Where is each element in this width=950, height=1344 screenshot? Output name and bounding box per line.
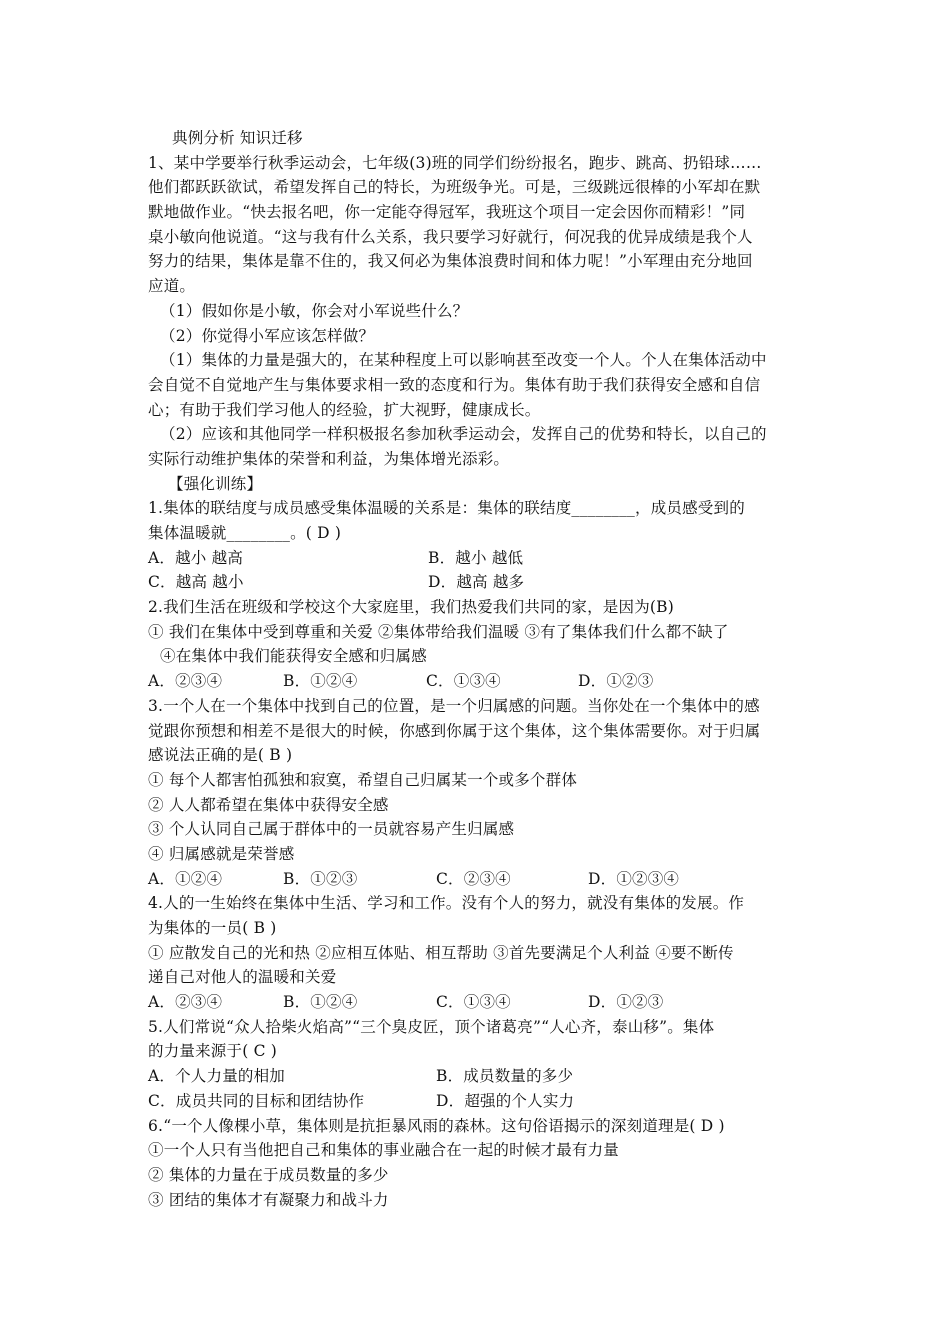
- options-row: [148, 570, 813, 595]
- options-row: [148, 546, 813, 571]
- document-page: [148, 126, 813, 1212]
- example-answer-1: [148, 348, 813, 422]
- question-1: [148, 496, 813, 595]
- example-paragraph: [148, 151, 813, 299]
- question-line: 感说法正确的是( B ): [148, 746, 293, 765]
- example-question-1: （1）假如你是小敏，你会对小军说些什么？: [160, 301, 469, 320]
- question-3: [148, 694, 813, 892]
- option-b: B．成员数量的多少: [436, 1067, 574, 1086]
- question-line: 2.我们生活在班级和学校这个大家庭里，我们热爱我们共同的家，是因为(B): [148, 598, 674, 617]
- question-line: 的力量来源于( C ): [148, 1042, 278, 1061]
- option-c: C．成员共同的目标和团结协作: [148, 1091, 365, 1110]
- question-line: 5.人们常说“众人拾柴火焰高”“三个臭皮匠，顶个诸葛亮”“人心齐，泰山移”。集体: [148, 1017, 715, 1036]
- question-6: [148, 1114, 813, 1213]
- option-d: D．①②③: [578, 672, 654, 691]
- option-a: A．个人力量的相加: [148, 1067, 285, 1086]
- question-line: 6.“一个人像棵小草，集体则是抗拒暴风雨的森林。这句俗语揭示的深刻道理是( D ): [148, 1116, 725, 1135]
- question-line: 3.一个人在一个集体中找到自己的位置，是一个归属感的问题。当你处在一个集体中的感: [148, 696, 760, 715]
- option-a: A．②③④: [148, 672, 223, 691]
- answer-line: 实际行动维护集体的荣誉和利益，为集体增光添彩。: [148, 449, 510, 468]
- question-2: [148, 595, 813, 694]
- example-line: 桌小敏向他说道。“这与我有什么关系，我只要学习好就行，何况我的优异成绩是我个人: [148, 227, 753, 246]
- option-b: B．①②④: [283, 993, 358, 1012]
- options-row: [148, 669, 813, 694]
- question-line: 4.人的一生始终在集体中生活、学习和工作。没有个人的努力，就没有集体的发展。作: [148, 894, 745, 913]
- example-line: 应道。: [148, 277, 196, 296]
- question-line: ④在集体中我们能获得安全感和归属感: [160, 647, 427, 666]
- option-a: A．①②④: [148, 869, 223, 888]
- question-line: ①一个人只有当他把自己和集体的事业融合在一起的时候才最有力量: [148, 1141, 620, 1160]
- answer-line: 会自觉不自觉地产生与集体要求相一致的态度和行为。集体有助于我们获得安全感和自信: [148, 375, 761, 394]
- example-answer-2: [148, 422, 813, 471]
- option-b: B．①②④: [283, 672, 358, 691]
- question-line: 1.集体的联结度与成员感受集体温暖的关系是：集体的联结度________，成员感受到的: [148, 499, 745, 518]
- option-d: D．越高 越多: [428, 573, 525, 592]
- option-c: C．①③④: [436, 993, 511, 1012]
- question-line: ① 我们在集体中受到尊重和关爱 ②集体带给我们温暖 ③有了集体我们什么都不缺了: [148, 622, 729, 641]
- question-line: 递自己对他人的温暖和关爱: [148, 968, 337, 987]
- option-a: A．越小 越高: [148, 548, 244, 567]
- options-row: [148, 990, 813, 1015]
- option-b: B．越小 越低: [428, 548, 524, 567]
- option-b: B．①②③: [283, 869, 358, 888]
- question-line: ② 集体的力量在于成员数量的多少: [148, 1165, 389, 1184]
- example-question-2: （2）你觉得小军应该怎样做？: [160, 326, 375, 345]
- question-4: [148, 891, 813, 1014]
- question-line: ① 应散发自己的光和热 ②应相互体贴、相互帮助 ③首先要满足个人利益 ④要不断传: [148, 943, 734, 962]
- answer-line: 心；有助于我们学习他人的经验，扩大视野，健康成长。: [148, 400, 541, 419]
- example-line: 1、某中学要举行秋季运动会，七年级(3)班的同学们纷纷报名，跑步、跳高、扔铅球……: [148, 153, 762, 172]
- option-d: D．①②③④: [588, 869, 680, 888]
- option-a: A．②③④: [148, 993, 223, 1012]
- options-row: [148, 1089, 813, 1114]
- options-row: [148, 1064, 813, 1089]
- options-row: [148, 867, 813, 892]
- example-line: 努力的结果，集体是靠不住的，我又何必为集体浪费时间和体力呢！”小军理由充分地回: [148, 252, 753, 271]
- question-line: ③ 个人认同自己属于群体中的一员就容易产生归属感: [148, 820, 515, 839]
- question-line: ② 人人都希望在集体中获得安全感: [148, 795, 389, 814]
- question-5: [148, 1015, 813, 1114]
- answer-line: （2）应该和其他同学一样积极报名参加秋季运动会，发挥自己的优势和特长，以自己的: [160, 425, 767, 444]
- question-line: 为集体的一员( B ): [148, 919, 277, 937]
- question-line: 觉跟你预想和相差不是很大的时候，你感到你属于这个集体，这个集体需要你。对于归属: [148, 721, 761, 740]
- answer-line: （1）集体的力量是强大的，在某种程度上可以影响甚至改变一个人。个人在集体活动中: [160, 351, 767, 370]
- question-line: ③ 团结的集体才有凝聚力和战斗力: [148, 1190, 389, 1209]
- option-c: C．②③④: [436, 869, 511, 888]
- section-title: 典例分析 知识迁移: [172, 129, 303, 147]
- question-line: 集体温暖就________。( D ): [148, 524, 342, 542]
- question-line: ④ 归属感就是荣誉感: [148, 844, 295, 863]
- option-d: D．①②③: [588, 993, 664, 1012]
- training-title: 【强化训练】: [168, 474, 263, 493]
- example-line: 默地做作业。“快去报名吧，你一定能夺得冠军，我班这个项目一定会因你而精彩！”同: [148, 203, 746, 222]
- example-line: 他们都跃跃欲试，希望发挥自己的特长，为班级争光。可是，三级跳远很棒的小军却在默: [148, 178, 761, 197]
- option-c: C．①③④: [426, 672, 501, 691]
- option-c: C．越高 越小: [148, 573, 244, 592]
- question-line: ① 每个人都害怕孤独和寂寞，希望自己归属某一个或多个群体: [148, 770, 578, 789]
- option-d: D．超强的个人实力: [436, 1091, 575, 1110]
